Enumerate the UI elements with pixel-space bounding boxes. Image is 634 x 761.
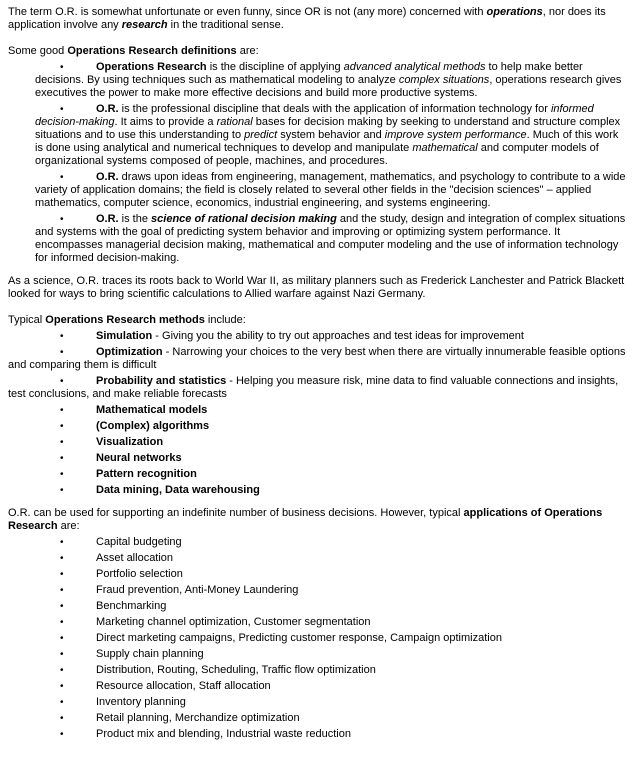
list-item (8, 680, 628, 693)
text-run: Operations Research methods (45, 314, 205, 326)
text-run: Some good (8, 45, 68, 57)
list-item (8, 213, 628, 265)
list-item (8, 632, 628, 645)
bullet-icon: • (60, 347, 64, 358)
list-item (8, 696, 628, 709)
text-run: Asset allocation (96, 552, 174, 564)
bullet-icon: • (60, 104, 64, 115)
bullet-icon: • (60, 617, 64, 628)
list-item (8, 468, 628, 481)
text-run: O.R. (96, 213, 119, 225)
text-run: O.R. can be used for supporting an indefinite number of business decisions. However, typical (8, 507, 464, 519)
text-run: Fraud prevention, Anti-Money Laundering (96, 584, 299, 596)
text-run: Direct marketing campaigns, Predicting customer response, Campaign optimization (96, 632, 502, 644)
text-run: Distribution, Routing, Scheduling, Traffic flow optimization (96, 664, 376, 676)
text-run: informed decision-making (35, 103, 594, 128)
bullet-icon: • (60, 405, 64, 416)
text-run: are: (236, 45, 259, 57)
text-run: Visualization (96, 436, 164, 448)
text-run: Probability and statistics (96, 375, 227, 387)
list-item (8, 330, 628, 343)
text-run: - Helping you measure risk, mine data to find valuable connections and insights, test conclusions, and make reliable forecasts (8, 375, 619, 400)
list-item (8, 584, 628, 597)
bullet-icon: • (60, 214, 64, 225)
text-run: Mathematical models (96, 404, 208, 416)
list-item (8, 61, 628, 100)
text-run: As a science, O.R. traces its roots back to World War II, as military planners such as Frederick Lanchester and Patrick Blackett looked for ways to bring scientific calculations to Allied warfare against Nazi Germany. (8, 275, 625, 300)
text-run: O.R. (96, 103, 119, 115)
intro-paragraph (8, 6, 628, 32)
bullet-icon: • (60, 601, 64, 612)
text-run: bases for decision making by seeking to understand and structure complex situations and to use this understanding to (35, 116, 621, 141)
text-run: Operations Research definitions (67, 45, 237, 57)
text-run: Product mix and blending, Industrial waste reduction (96, 728, 351, 740)
bullet-icon: • (60, 62, 64, 73)
text-run: Resource allocation, Staff allocation (96, 680, 271, 692)
list-item (8, 648, 628, 661)
text-run: Capital budgeting (96, 536, 182, 548)
bullet-icon: • (60, 331, 64, 342)
bullet-icon: • (60, 729, 64, 740)
text-run: science of rational decision making (151, 213, 337, 225)
text-run: (Complex) algorithms (96, 420, 210, 432)
bullet-icon: • (60, 553, 64, 564)
bullet-icon: • (60, 697, 64, 708)
text-run: Inventory planning (96, 696, 186, 708)
list-item (8, 452, 628, 465)
text-run: . It aims to provide a (114, 116, 217, 128)
text-run: is the professional discipline that deals with the application of information technology for (118, 103, 551, 115)
text-run: and computer models of organizational systems composed of people, machines, and procedures. (35, 142, 599, 167)
text-run: is the (118, 213, 152, 225)
text-run: include: (204, 314, 246, 326)
list-item (8, 375, 628, 401)
bullet-icon: • (60, 485, 64, 496)
text-run: Typical (8, 314, 46, 326)
text-run: Operations Research (96, 61, 207, 73)
bullet-icon: • (60, 172, 64, 183)
text-run: to help make better decisions. By using techniques such as mathematical modeling to analyze (35, 61, 583, 86)
text-run: advanced analytical methods (343, 61, 486, 73)
list-item (8, 404, 628, 417)
bullet-icon: • (60, 453, 64, 464)
list-item (8, 600, 628, 613)
text-run: improve system performance (384, 129, 527, 141)
text-run: The term O.R. is somewhat unfortunate or even funny, since OR is not (any more) concerned with (8, 6, 487, 18)
text-run: Portfolio selection (96, 568, 183, 580)
text-run: . Much of this work is done using analytical and numerical techniques to develop and manipulate (35, 129, 619, 154)
text-run: are: (57, 520, 80, 532)
list-item (8, 484, 628, 497)
list-item (8, 103, 628, 168)
text-run: in the traditional sense. (167, 19, 284, 31)
list-item (8, 420, 628, 433)
bullet-icon: • (60, 649, 64, 660)
list-item (8, 712, 628, 725)
history-paragraph (8, 275, 628, 301)
text-run: - Giving you the ability to try out approaches and test ideas for improvement (152, 330, 524, 342)
list-item (8, 664, 628, 677)
text-run: rational (216, 116, 253, 128)
methods-intro (8, 314, 628, 327)
text-run: Neural networks (96, 452, 182, 464)
bullet-icon: • (60, 569, 64, 580)
list-item (8, 568, 628, 581)
applications-intro (8, 507, 628, 533)
text-run: mathematical (412, 142, 478, 154)
definitions-intro (8, 45, 628, 58)
bullet-icon: • (60, 376, 64, 387)
bullet-icon: • (60, 469, 64, 480)
text-run: applications of Operations Research (8, 507, 603, 532)
list-item (8, 346, 628, 372)
definitions-list (8, 61, 628, 265)
text-run: - Narrowing your choices to the very best when there are virtually innumerable feasible options and comparing them is difficult (8, 346, 626, 371)
bullet-icon: • (60, 585, 64, 596)
text-run: Simulation (96, 330, 153, 342)
bullet-icon: • (60, 421, 64, 432)
text-run: Retail planning, Merchandize optimization (96, 712, 300, 724)
list-item (8, 536, 628, 549)
list-item (8, 436, 628, 449)
text-run: predict (244, 129, 278, 141)
text-run: Optimization (96, 346, 163, 358)
text-run: Supply chain planning (96, 648, 204, 660)
text-run: system behavior and (277, 129, 385, 141)
list-item (8, 616, 628, 629)
text-run: draws upon ideas from engineering, management, mathematics, and psychology to contribute to a wide variety of application domains; the field is closely related to several other fields in the "decision sciences" – applied mathematics, computer science, economics, industrial engineering, and systems engineering. (35, 171, 626, 209)
applications-list (8, 536, 628, 741)
text-run: , nor does its application involve any (8, 6, 606, 31)
list-item (8, 728, 628, 741)
bullet-icon: • (60, 665, 64, 676)
text-run: Marketing channel optimization, Customer segmentation (96, 616, 371, 628)
list-item (8, 552, 628, 565)
methods-list (8, 330, 628, 497)
bullet-icon: • (60, 681, 64, 692)
text-run: O.R. (96, 171, 119, 183)
text-run: operations (486, 6, 543, 18)
text-run: Benchmarking (96, 600, 167, 612)
document-body (8, 6, 628, 741)
text-run: complex situations (398, 74, 490, 86)
text-run: Data mining, Data warehousing (96, 484, 260, 496)
bullet-icon: • (60, 537, 64, 548)
bullet-icon: • (60, 713, 64, 724)
text-run: , operations research gives executives the power to make more effective decisions and build more productive systems. (35, 74, 622, 99)
list-item (8, 171, 628, 210)
bullet-icon: • (60, 633, 64, 644)
text-run: is the discipline of applying (206, 61, 344, 73)
bullet-icon: • (60, 437, 64, 448)
text-run: and the study, design and integration of complex situations and systems with the goal of predicting system behavior and improving or optimizing system performance. It encompasses managerial decision making, mathematical and computer modeling and the use of information technology for informed decision-making. (35, 213, 626, 264)
text-run: Pattern recognition (96, 468, 197, 480)
text-run: research (121, 19, 168, 31)
